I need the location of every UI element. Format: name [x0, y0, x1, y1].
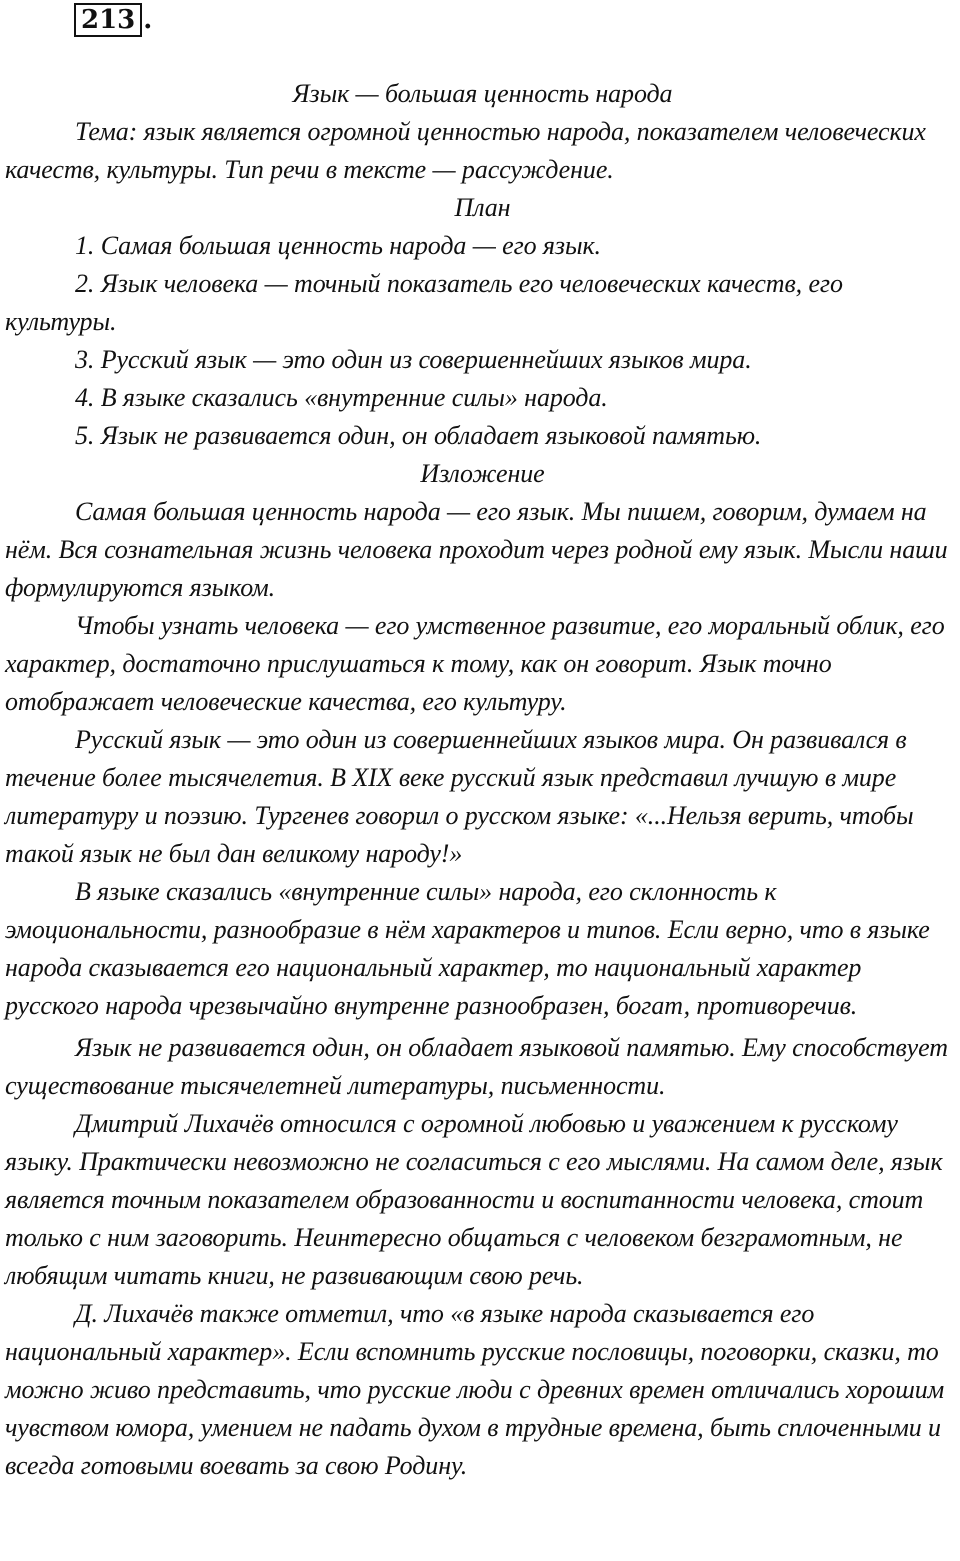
- exercise-number-box: 213: [74, 3, 142, 37]
- exposition-paragraph: Д. Лихачёв также отметил, что «в языке народа сказывается его национальный характер». Если вспомнить русские пословицы, поговорки, сказки, то можно живо представить, что русские люди с древних времен отличались хорошим чувством юмора, умением не падать духом в трудные времена, быть сплоченными и всегда готовыми воевать за свою Родину.: [5, 1299, 945, 1480]
- exposition-paragraph: Русский язык — это один из совершеннейших языков мира. Он развивался в течение более тысячелетия. В XIX веке русский язык представил лучшую в мире литературу и поэзию. Тургенев говорил о русском языке: «...Нельзя верить, чтобы такой язык не был дан великому народу!»: [5, 725, 914, 868]
- plan-heading: План: [454, 193, 511, 222]
- exposition-paragraph: Дмитрий Лихачёв относился с огромной любовью и уважением к русскому языку. Практически невозможно не согласиться с его мыслями. На самом деле, язык является точным показателем образованности и воспитанности человека, стоит только с ним заговорить. Неинтересно общаться с человеком безграмотным, не любящим читать книги, не развивающим свою речь.: [5, 1109, 943, 1290]
- exposition-paragraph: Чтобы узнать человека — его умственное развитие, его моральный облик, его характер, достаточно прислушаться к тому, как он говорит. Язык точно отображает человеческие качества, его культуру.: [5, 611, 945, 716]
- plan-item: 2. Язык человека — точный показатель его человеческих качеств, его культуры.: [5, 269, 843, 336]
- exposition-heading: Изложение: [420, 459, 545, 488]
- plan-item: 3. Русский язык — это один из совершеннейших языков мира.: [75, 345, 752, 374]
- plan-item: 4. В языке сказались «внутренние силы» народа.: [75, 383, 608, 412]
- theme-text: Тема: язык является огромной ценностью народа, показателем человеческих качеств, культуры. Тип речи в тексте — рассуждение.: [5, 117, 926, 184]
- document-title: Язык — большая ценность народа: [292, 79, 673, 108]
- exposition-paragraph: В языке сказались «внутренние силы» народа, его склонность к эмоциональности, разнообразие в нём характеров и типов. Если верно, что в языке народа сказывается его национальный характер, то национальный характер русского народа чрезвычайно внутренне разнообразен, богат, противоречив.: [5, 877, 930, 1020]
- exercise-number-dot: .: [143, 5, 153, 35]
- exposition-paragraph: Самая большая ценность народа — его язык. Мы пишем, говорим, думаем на нём. Вся сознательная жизнь человека проходит через родной ему язык. Мысли наши формулируются языком.: [5, 497, 948, 602]
- exposition-paragraph: Язык не развивается один, он обладает языковой памятью. Ему способствует существование тысячелетней литературы, письменности.: [5, 1033, 948, 1100]
- document-body: [5, 75, 960, 1485]
- plan-item: 5. Язык не развивается один, он обладает языковой памятью.: [75, 421, 762, 450]
- exercise-number: [74, 3, 152, 37]
- plan-item: 1. Самая большая ценность народа — его язык.: [75, 231, 601, 260]
